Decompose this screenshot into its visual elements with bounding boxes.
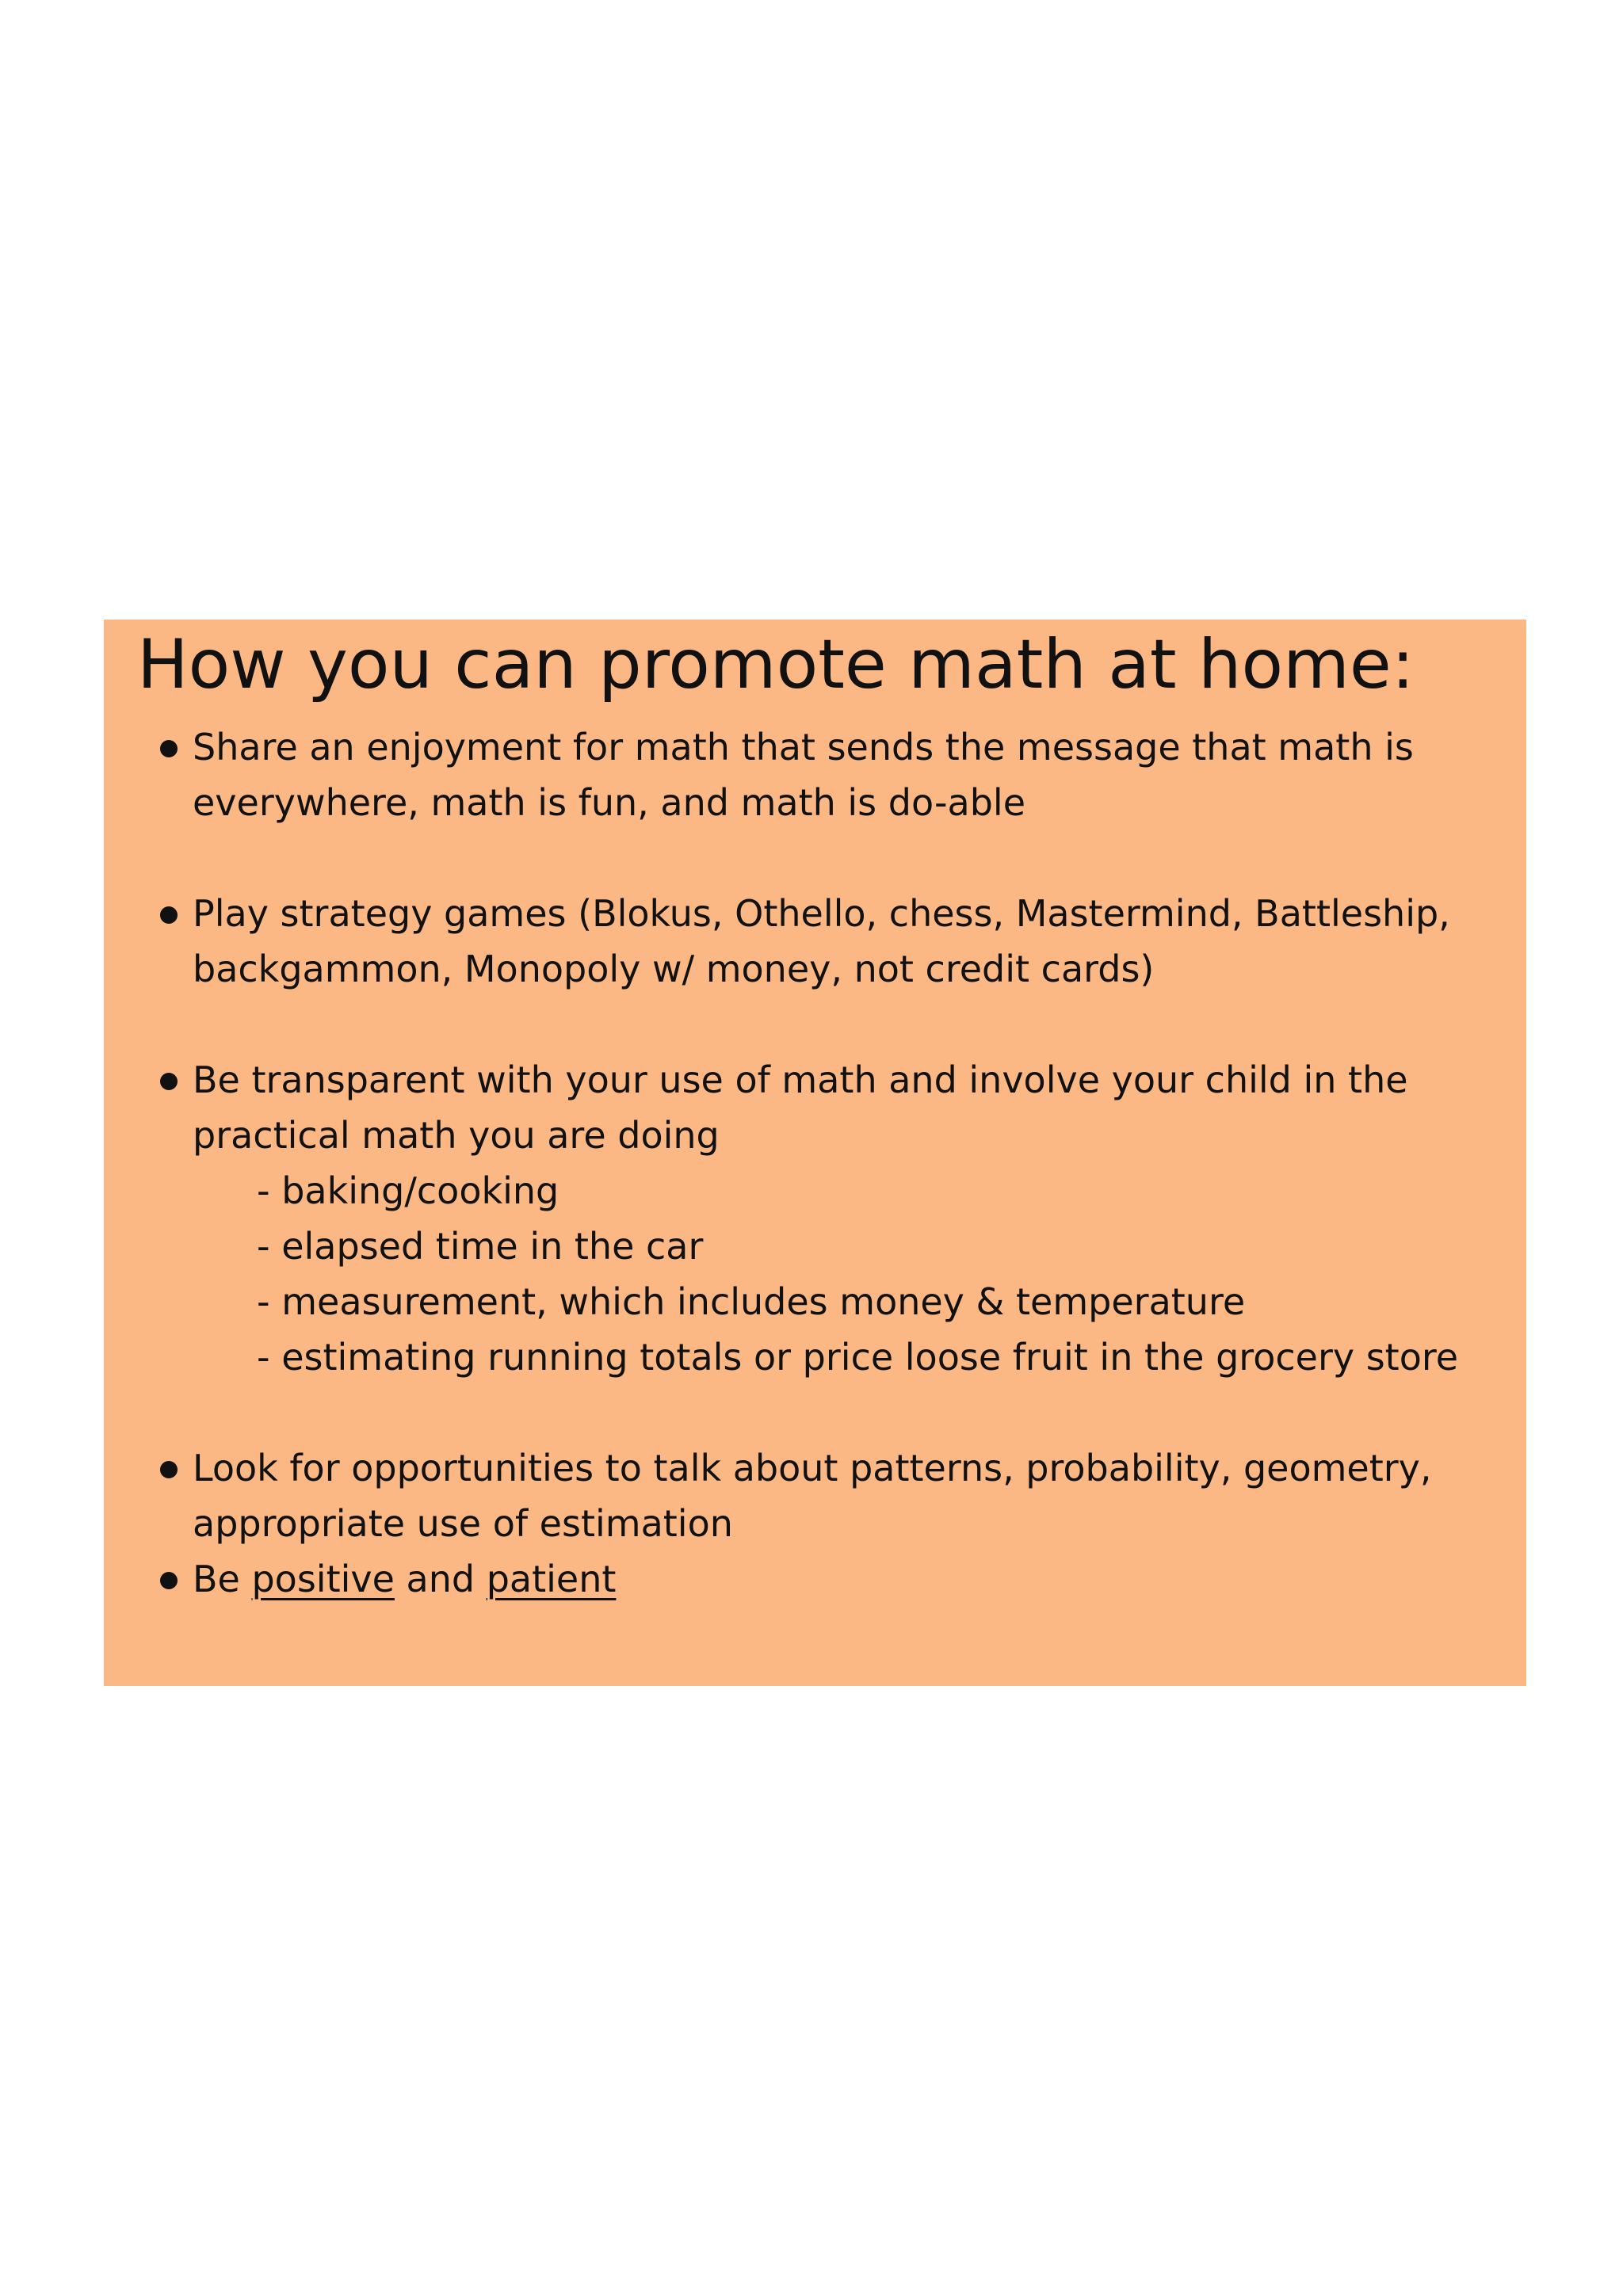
bullet-text-line: backgammon, Monopoly w/ money, not credit cards): [193, 948, 1155, 990]
bullet-text-line: Be transparent with your use of math and involve your child in the: [193, 1058, 1408, 1101]
bullet-dot-icon: [160, 1572, 178, 1589]
slide-title: How you can promote math at home:: [137, 625, 1415, 704]
bullet-text-line: Look for opportunities to talk about patterns, probability, geometry,: [193, 1447, 1432, 1489]
bullet-text-line: Share an enjoyment for math that sends the message that math is: [193, 726, 1414, 769]
positive-word: positive: [251, 1558, 395, 1600]
bullet-dot-icon: [160, 906, 178, 924]
bullet-text-line: Play strategy games (Blokus, Othello, chess, Mastermind, Battleship,: [193, 892, 1450, 935]
sub-item-baking: - baking/cooking: [257, 1169, 559, 1212]
sub-item-measurement: - measurement, which includes money & temperature: [257, 1280, 1246, 1323]
bullet-text-line: appropriate use of estimation: [193, 1502, 733, 1545]
bullet-text-line: practical math you are doing: [193, 1114, 720, 1157]
sub-item-estimating: - estimating running totals or price loose fruit in the grocery store: [257, 1336, 1459, 1379]
bullet-text-line: [193, 1558, 617, 1600]
and-text: and: [406, 1558, 475, 1600]
slide-panel: [104, 620, 1526, 1686]
bullet-text-line: everywhere, math is fun, and math is do-able: [193, 781, 1026, 824]
bullet-dot-icon: [160, 1073, 178, 1090]
patient-word: patient: [486, 1558, 617, 1600]
bullet-dot-icon: [160, 740, 178, 757]
sub-item-elapsed-time: - elapsed time in the car: [257, 1225, 704, 1268]
be-text: Be: [193, 1558, 240, 1600]
bullet-dot-icon: [160, 1461, 178, 1478]
